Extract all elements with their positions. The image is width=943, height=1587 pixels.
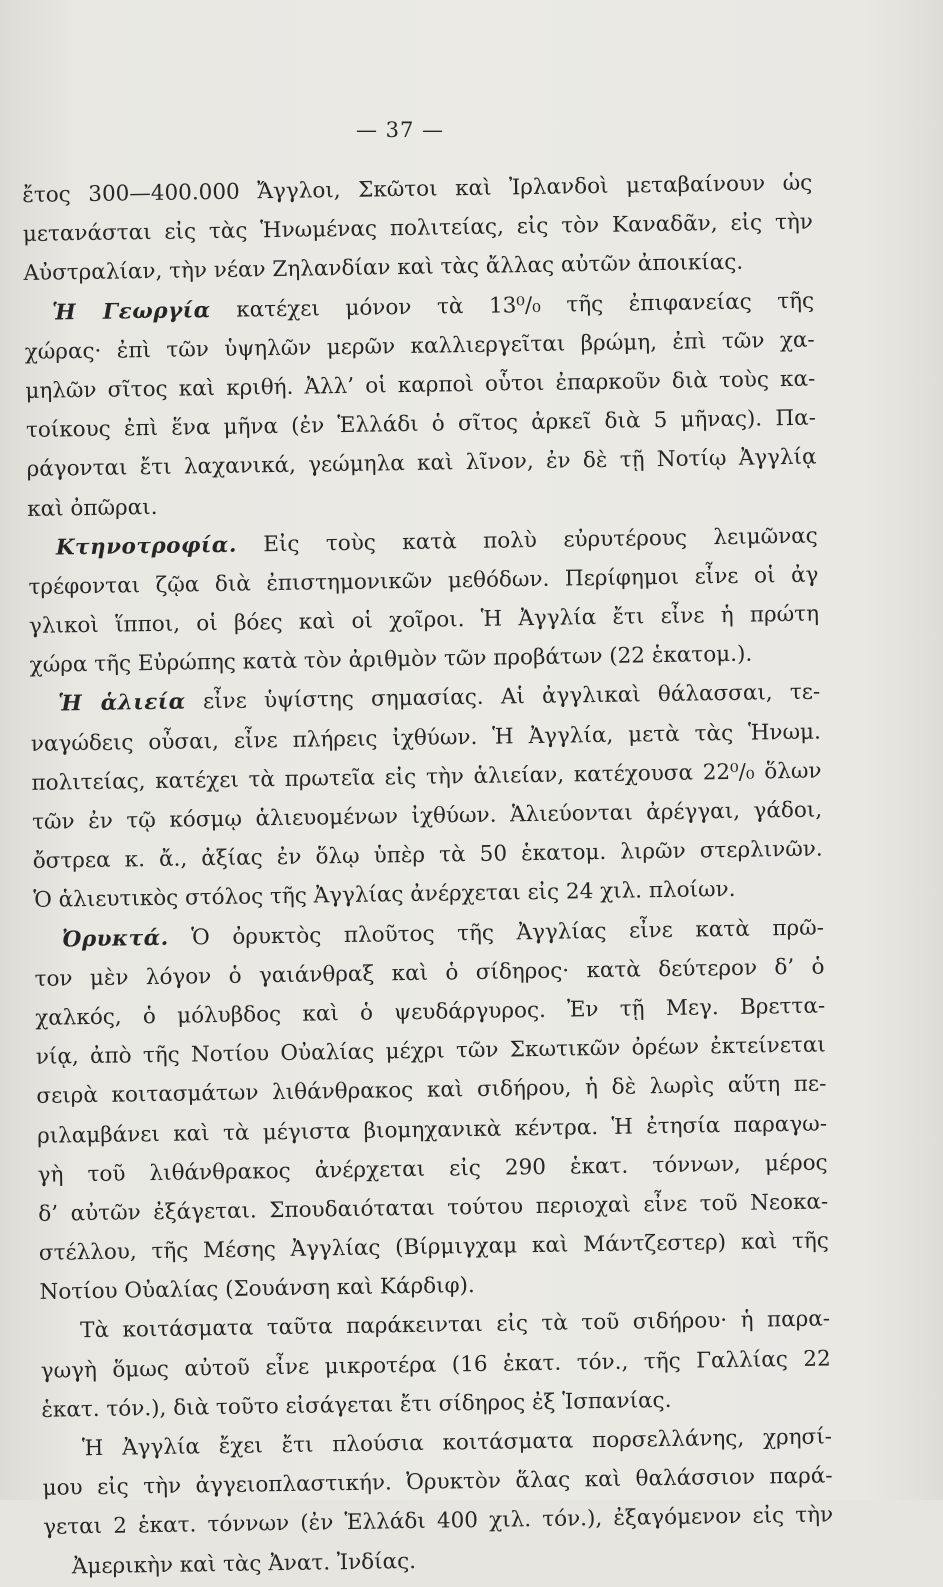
- section-heading: Ἡ Γεωργία: [51, 297, 211, 326]
- line-text: χαλκός, ὁ μόλυβδος καὶ ὁ ψευδάργυρος. Ἐν τῇ Μεγ. Βρεττα-: [35, 993, 826, 1031]
- line-text: κατέχει μόνον τὰ 13⁰/₀ τῆς ἐπιφανείας τῆς: [210, 288, 815, 323]
- line-text: μετανάσται εἰς τὰς Ἡνωμένας πολιτείας, εἰς τὸν Καναδᾶν, εἰς τὴν: [22, 209, 814, 248]
- line-text: ριλαμβάνει καὶ τὰ μέγιστα βιομηχανικὰ κέντρα. Ἡ ἐτησία παραγω-: [36, 1110, 828, 1149]
- line-text: γωγὴ ὅμως αὐτοῦ εἶνε μικροτέρα (16 ἑκατ. τόν., τῆς Γαλλίας 22: [40, 1346, 831, 1384]
- line-text: πολιτείας, κατέχει τὰ πρωτεῖα εἰς τὴν ἁλιείαν, κατέχουσα 22⁰/₀ ὅλων: [31, 758, 822, 796]
- line-text: νίᾳ, ἀπὸ τῆς Νοτίου Οὐαλίας μέχρι τῶν Σκωτικῶν ὀρέων ἐκτείνεται: [35, 1032, 826, 1071]
- section-heading: Ἡ ἁλιεία: [58, 689, 186, 717]
- line-text: στέλλου, τῆς Μέσης Ἀγγλίας (Βίρμιγχαμ καὶ Μάντζεστερ) καὶ τῆς: [38, 1228, 830, 1266]
- line-text: Ἀμερικὴν καὶ τὰς Ἀνατ. Ἰνδίας.: [71, 1548, 417, 1579]
- line-text: σειρὰ κοιτασμάτων λιθάνθρακος καὶ σιδήρου, ἡ δὲ λωρὶς αὕτη πε-: [36, 1071, 827, 1110]
- line-text: γεται 2 ἑκατ. τόννων (ἐν Ἑλλάδι 400 χιλ. τόν.), ἐξαγόμενον εἰς τὴν: [43, 1502, 834, 1541]
- line-text: Τὰ κοιτάσματα ταῦτα παράκεινται εἰς τὰ τοῦ σιδήρου· ἡ παρα-: [79, 1306, 831, 1344]
- line-text: Ὁ ἁλιευτικὸς στόλος τῆς Ἀγγλίας ἀνέρχεται εἰς 24 χιλ. πλοίων.: [33, 877, 736, 914]
- line-text: εἶνε ὑψίστης σημασίας. Αἱ ἀγγλικαὶ θάλασσαι, τε-: [185, 679, 821, 715]
- line-text: μηλῶν σῖτος καὶ κριθή. Ἀλλ’ οἱ καρποὶ οὗτοι ἐπαρκοῦν διὰ τοὺς κα-: [25, 366, 816, 404]
- line-text: μου εἰς τὴν ἀγγειοπλαστικήν. Ὀρυκτὸν ἅλας καὶ θαλάσσιον παρά-: [42, 1463, 833, 1502]
- line-text: δ’ αὐτῶν ἐξάγεται. Σπουδαιόταται τούτου περιοχαὶ εἶνε τοῦ Νεοκα-: [38, 1189, 829, 1227]
- section-heading: Κτηνοτροφία.: [55, 532, 238, 561]
- line-text: γλικοὶ ἵπποι, οἱ βόες καὶ οἱ χοῖροι. Ἡ Ἀγγλία ἔτι εἶνε ἡ πρώτη: [28, 601, 820, 640]
- line-text: Εἰς τοὺς κατὰ πολὺ εὐρυτέρους λειμῶνας: [236, 523, 818, 558]
- line-text: ἑκατ. τόν.), διὰ τοῦτο εἰσάγεται ἔτι σίδηρος ἐξ Ἱσπανίας.: [41, 1387, 672, 1423]
- line-text: Αὐστραλίαν, τὴν νέαν Ζηλανδίαν καὶ τὰς ἄλλας αὐτῶν ἀποικίας.: [23, 250, 744, 287]
- section-heading: Ὀρυκτά.: [61, 925, 169, 953]
- line-text: Ὁ ὀρυκτὸς πλοῦτος τῆς Ἀγγλίας εἶνε κατὰ πρῶ-: [168, 915, 825, 951]
- page-number: — 37 —: [355, 118, 445, 142]
- line-text: ράγονται ἔτι λαχανικά, γεώμηλα καὶ λῖνον, ἐν δὲ τῇ Νοτίῳ Ἀγγλίᾳ: [26, 444, 817, 483]
- line-text: χώρας· ἐπὶ τῶν ὑψηλῶν μερῶν καλλιεργεῖται βρώμη, ἐπὶ τῶν χα-: [24, 327, 815, 365]
- line-text: τον μὲν λόγον ὁ γαιάνθραξ καὶ ὁ σίδηρος· κατὰ δεύτερον δ’ ὁ: [34, 954, 825, 992]
- line-text: ὄστρεα κ. ἄ., ἀξίας ἐν ὅλῳ ὑπὲρ τὰ 50 ἑκατομ. λιρῶν στερλινῶν.: [32, 836, 823, 875]
- line-text: τῶν ἐν τῷ κόσμῳ ἁλιευομένων ἰχθύων. Ἁλιεύονται ἀρέγγαι, γάδοι,: [31, 797, 823, 835]
- line-text: ναγώδεις οὖσαι, εἶνε πλήρεις ἰχθύων. Ἡ Ἀγγλία, μετὰ τὰς Ἡνωμ.: [30, 719, 822, 757]
- line-text: Νοτίου Οὐαλίας (Σουάνση καὶ Κάρδιφ).: [39, 1273, 475, 1306]
- line-text: χώρα τῆς Εὐρώπης κατὰ τὸν ἀριθμὸν τῶν προβάτων (22 ἑκατομ.).: [29, 641, 753, 679]
- line-text: Ἡ Ἀγγλία ἔχει ἔτι πλούσια κοιτάσματα πορσελλάνης, χρησί-: [81, 1424, 833, 1462]
- body-text: [22, 164, 834, 1587]
- line-text: τοίκους ἐπὶ ἕνα μῆνα (ἐν Ἑλλάδι ὁ σῖτος ἀρκεῖ διὰ 5 μῆνας). Πα-: [25, 405, 817, 444]
- line-text: τρέφονται ζῷα διὰ ἐπιστημονικῶν μεθόδων. Περίφημοι εἶνε οἱ ἀγ: [28, 562, 819, 600]
- line-text: ἔτος 300—400.000 Ἄγγλοι, Σκῶτοι καὶ Ἰρλανδοὶ μεταβαίνουν ὡς: [22, 170, 813, 208]
- line-text: γὴ τοῦ λιθάνθρακος ἀνέρχεται εἰς 290 ἑκατ. τόννων, μέρος: [37, 1150, 828, 1188]
- line-text: καὶ ὀπῶραι.: [27, 494, 158, 522]
